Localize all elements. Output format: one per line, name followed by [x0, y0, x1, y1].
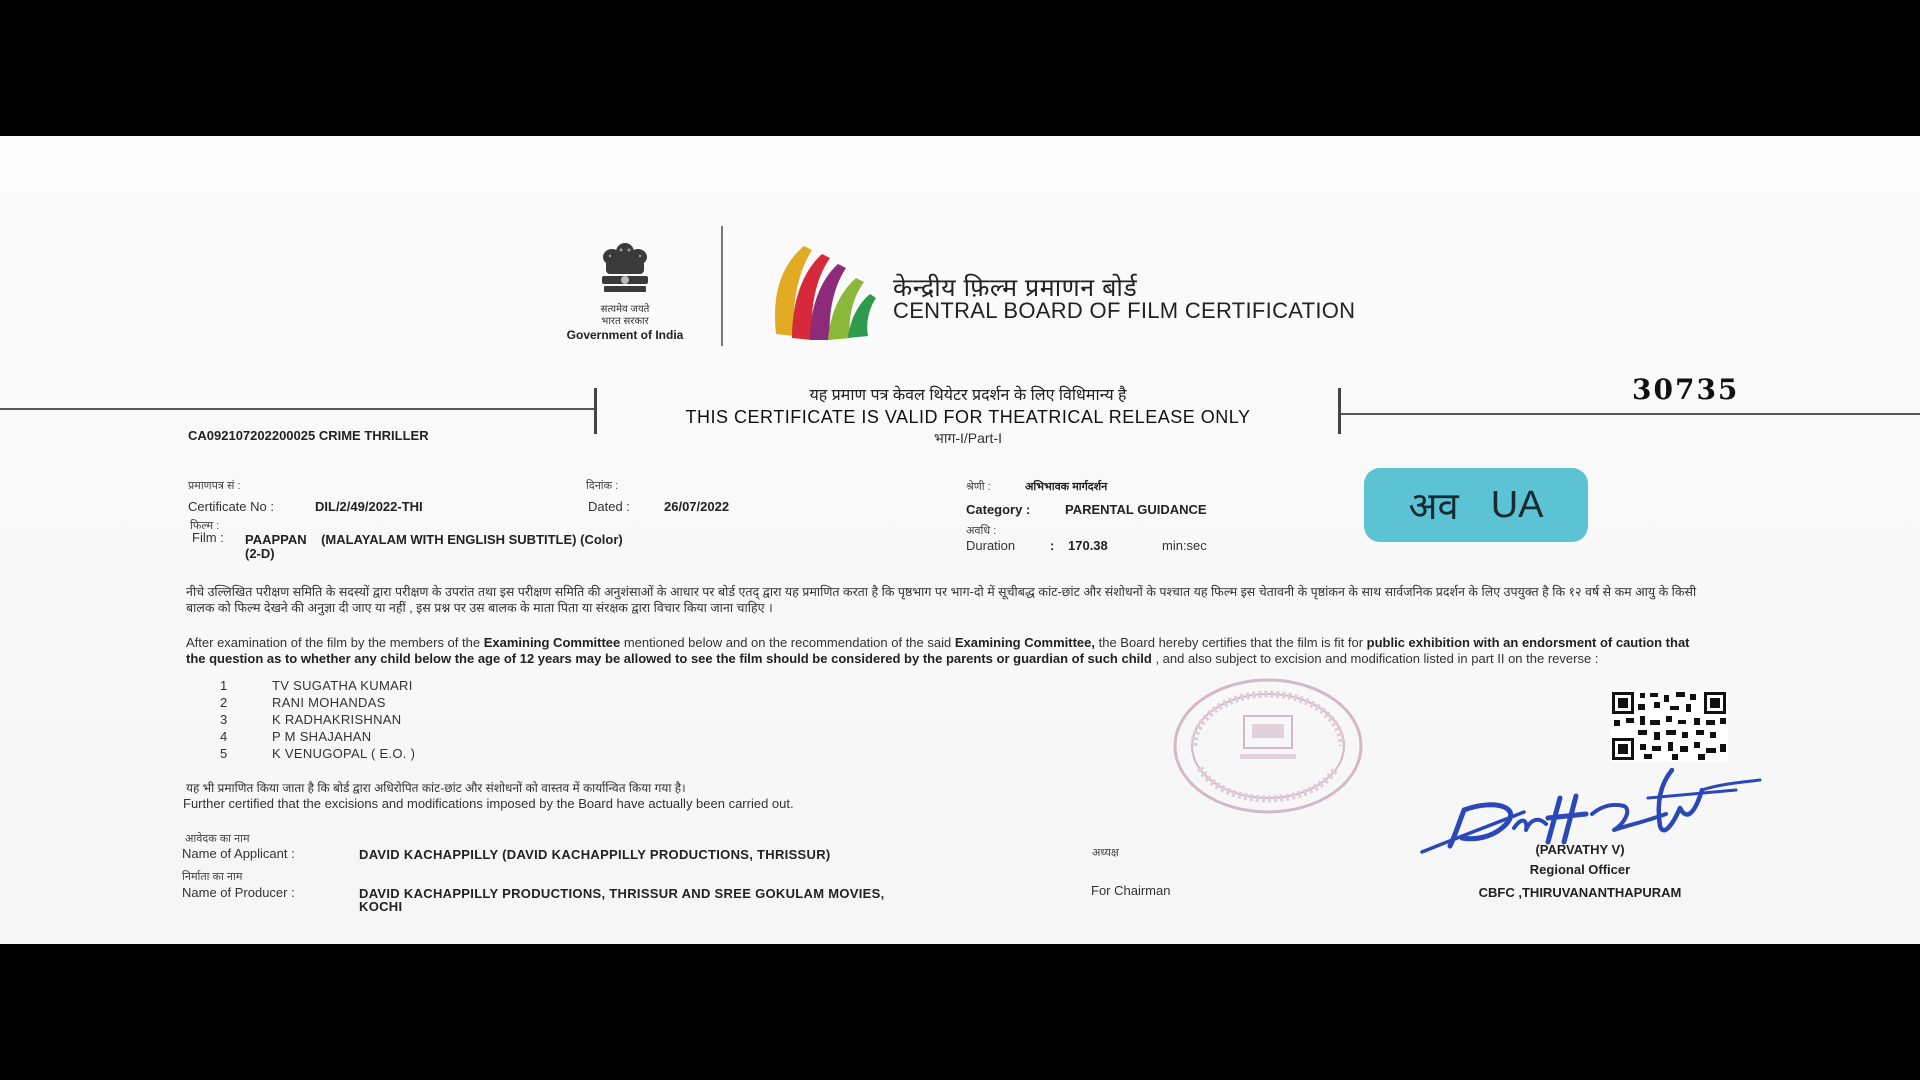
member-name: P M SHAJAHAN — [272, 729, 372, 744]
member-number: 2 — [220, 695, 228, 710]
board-name-hindi: केन्द्रीय फ़िल्म प्रमाणन बोर्ड — [893, 274, 1138, 302]
further-certified-english: Further certified that the excisions and modifications imposed by the Board have actually been carried out. — [183, 796, 794, 811]
further-certified-hindi: यह भी प्रमाणित किया जाता है कि बोर्ड द्वारा अधिरोपित कांट-छांट और संशोधनों को वास्तव में कार्यान्वित किया गया है। — [186, 781, 686, 795]
rating-hindi: अव — [1408, 486, 1459, 528]
text-run-bold: Examining Committee, — [954, 635, 1095, 650]
certificate-part: भाग-I/Part-I — [933, 430, 1003, 446]
officer-name: (PARVATHY V) — [1535, 842, 1625, 857]
application-reference: CA092107202200025 CRIME THRILLER — [188, 428, 429, 443]
duration-label-hindi: अवधि : — [966, 525, 997, 537]
government-emblem — [555, 240, 695, 342]
text-run-bold: Examining Committee — [483, 635, 621, 650]
divider-rule — [1340, 413, 1920, 415]
member-name: TV SUGATHA KUMARI — [272, 678, 413, 693]
band-bracket — [1338, 388, 1341, 434]
text-run: the Board hereby certifies that the film is fit for — [1094, 635, 1367, 650]
lion-capital-icon — [590, 240, 660, 302]
producer-label-hindi: निर्माता का नाम — [182, 871, 243, 883]
list-item — [220, 746, 620, 763]
member-name: K VENUGOPAL ( E.O. ) — [272, 746, 416, 761]
chairman-label-hindi: अध्यक्ष — [1092, 847, 1119, 859]
member-number: 3 — [220, 712, 228, 727]
applicant-label: Name of Applicant : — [182, 846, 295, 861]
emblem-english-label: Government of India — [566, 328, 684, 342]
band-bracket — [594, 388, 597, 434]
emblem-hindi-label: भारत सरकार — [601, 316, 649, 327]
film-label-hindi: फिल्म : — [190, 520, 220, 532]
divider-rule — [0, 408, 595, 410]
certification-english-text — [186, 635, 1706, 667]
date-label-hindi: दिनांक : — [586, 480, 619, 492]
date-value: 26/07/2022 — [664, 499, 730, 514]
producer-label: Name of Producer : — [182, 885, 295, 900]
list-item — [220, 678, 620, 695]
certificate-no-value: DIL/2/49/2022-THI — [315, 499, 423, 514]
officer-signature — [1410, 754, 1820, 854]
film-format: (2-D) — [245, 546, 275, 561]
officer-block — [1420, 840, 1740, 903]
emblem-motto: सत्यमेव जयते — [600, 304, 650, 315]
text-run: , and also subject to excision and modification listed in part II on the reverse : — [1151, 651, 1599, 666]
applicant-label-hindi: आवेदक का नाम — [185, 833, 250, 845]
member-number: 1 — [220, 678, 228, 693]
certification-hindi-text: नीचे उल्लिखित परीक्षण समिति के सदस्यों द्वारा परीक्षण के उपरांत तथा इस परीक्षण समिति की अनुशंसाओं के आधार पर बोर्ड एतद् द्वारा यह प्रमाणित करता है कि पृष्ठभाग पर भाग-दो में सूचीबद्ध कांट-छांट और संशोधनों के पश्चात यह फिल्म इस चेतावनी के पृष्ठांकन के साथ सार्वजनिक प्रदर्शन के लिए उपयुक्त है कि १२ वर्ष से कम आयु के किसी बालक को फिल्म देखने की अनुज्ञा दी जाए या नहीं , इस प्रश्न पर उस बालक के माता पिता या संरक्षक द्वारा विचार किया जाना चाहिए । — [186, 585, 1697, 615]
validity-notice — [600, 386, 1336, 448]
member-number: 4 — [220, 729, 228, 744]
certificate-no-label-hindi: प्रमाणपत्र सं : — [188, 480, 241, 492]
cbfc-logo-icon — [770, 236, 882, 344]
list-item — [220, 712, 620, 729]
producer-name: DAVID KACHAPPILLY PRODUCTIONS, THRISSUR AND SREE GOKULAM MOVIES, — [359, 886, 885, 901]
duration-value: 170.38 — [1068, 538, 1108, 553]
header-divider — [721, 226, 723, 346]
category-label: Category : — [966, 502, 1031, 517]
member-name: K RADHAKRISHNAN — [272, 712, 402, 727]
chairman-label: For Chairman — [1091, 883, 1171, 898]
category-value: PARENTAL GUIDANCE — [1065, 502, 1207, 517]
duration-colon: : — [1050, 538, 1055, 553]
serial-number: 30735 — [1632, 373, 1740, 406]
officer-office: CBFC ,THIRUVANANTHAPURAM — [1478, 885, 1682, 900]
category-value-hindi: अभिभावक मार्गदर्शन — [1025, 481, 1108, 493]
text-run: After examination of the film by the members of the — [186, 635, 484, 650]
member-number: 5 — [220, 746, 228, 761]
list-item — [220, 695, 620, 712]
producer-name-line2: KOCHI — [359, 899, 403, 914]
category-label-hindi: श्रेणी : — [966, 481, 991, 493]
member-name: RANI MOHANDAS — [272, 695, 386, 710]
text-run-bold: public exhibition with an endorsment of caution that the question as to whether any child below the age of 12 years may be allowed to see the film should be considered by the parents or guardian of such child — [186, 635, 1690, 666]
board-name-english: CENTRAL BOARD OF FILM CERTIFICATION — [893, 298, 1356, 323]
film-label: Film : — [192, 530, 224, 545]
applicant-name: DAVID KACHAPPILLY (DAVID KACHAPPILLY PRODUCTIONS, THRISSUR) — [359, 847, 831, 862]
rating-badge — [1364, 468, 1588, 542]
certificate-document — [0, 136, 1920, 944]
text-run: mentioned below and on the recommendation of the said — [620, 635, 955, 650]
validity-english: THIS CERTIFICATE IS VALID FOR THEATRICAL RELEASE ONLY — [685, 407, 1251, 427]
validity-hindi: यह प्रमाण पत्र केवल थियेटर प्रदर्शन के लिए विधिमान्य है — [809, 387, 1127, 404]
certificate-no-label: Certificate No : — [188, 499, 274, 514]
date-label: Dated : — [588, 499, 630, 514]
rating-english: UA — [1490, 483, 1544, 526]
list-item — [220, 729, 620, 746]
committee-members-list — [220, 678, 620, 763]
film-title: PAAPPAN (MALAYALAM WITH ENGLISH SUBTITLE) (Color) — [245, 532, 623, 547]
officer-title: Regional Officer — [1529, 862, 1631, 877]
duration-unit: min:sec — [1162, 538, 1207, 553]
duration-label: Duration — [966, 538, 1016, 553]
qr-code-icon — [1610, 690, 1728, 762]
